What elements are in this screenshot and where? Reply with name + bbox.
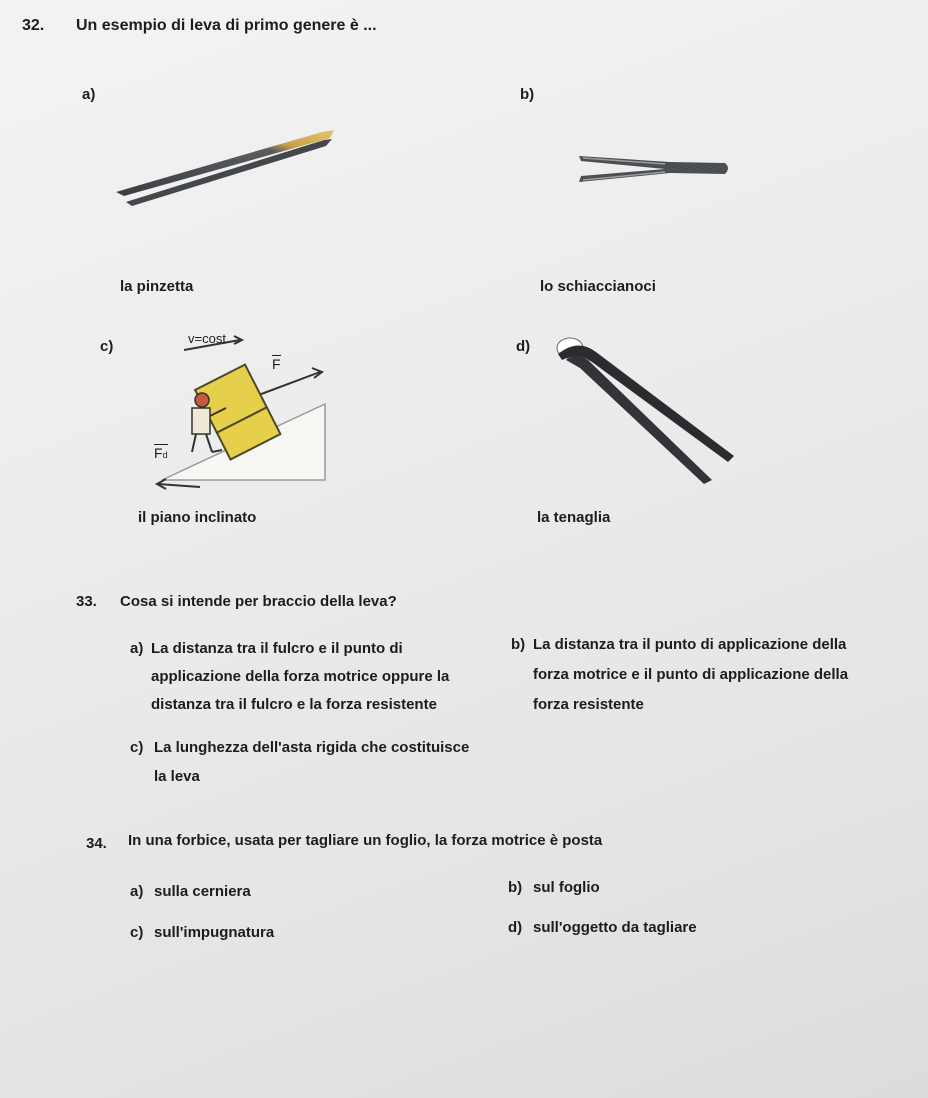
q32-option-b-letter: b)	[520, 86, 535, 103]
q32-number: 32.	[22, 17, 45, 34]
q33-option-c-letter: c)	[130, 739, 144, 756]
q33-number: 33.	[76, 593, 97, 610]
tweezers-icon	[112, 122, 342, 212]
resistance-label-letter: F	[154, 445, 163, 461]
q32-text: Un esempio di leva di primo genere è ...	[76, 17, 377, 34]
q34-option-b-letter: b)	[508, 879, 523, 896]
q33-option-b-line-1: La distanza tra il punto di applicazione della	[533, 636, 847, 653]
q34-option-d-text: sull'oggetto da tagliare	[533, 919, 697, 936]
q33-option-b-letter: b)	[511, 636, 526, 653]
q32-option-a-caption: la pinzetta	[120, 278, 194, 295]
q32-option-c-caption: il piano inclinato	[138, 509, 257, 526]
force-label: F	[272, 356, 281, 372]
q32-option-c-letter: c)	[100, 338, 114, 355]
pincers-icon	[548, 330, 743, 485]
q32-option-d-caption: la tenaglia	[537, 509, 611, 526]
q32-option-b-caption: lo schiaccianoci	[540, 278, 656, 295]
q34-option-b-text: sul foglio	[533, 879, 600, 896]
inclined-plane-icon	[140, 322, 340, 492]
q33-option-b-line-3: forza resistente	[533, 696, 644, 713]
q33-option-a-line-1: La distanza tra il fulcro e il punto di	[151, 640, 403, 657]
q32-option-d-letter: d)	[516, 338, 531, 355]
q34-option-c-letter: c)	[130, 924, 144, 941]
q33-option-a-line-3: distanza tra il fulcro e la forza resistente	[151, 696, 437, 713]
q33-option-a-letter: a)	[130, 640, 144, 657]
q34-option-c-text: sull'impugnatura	[154, 924, 275, 941]
q34-option-a-letter: a)	[130, 883, 144, 900]
q34-number: 34.	[86, 835, 107, 852]
velocity-label: v=cost	[188, 331, 226, 346]
q34-option-d-letter: d)	[508, 919, 523, 936]
resistance-label-sub: d	[162, 450, 168, 460]
nutcracker-icon	[575, 150, 735, 190]
q33-option-c-line-2: la leva	[154, 768, 200, 785]
q34-option-a-text: sulla cerniera	[154, 883, 251, 900]
q33-text: Cosa si intende per braccio della leva?	[120, 593, 397, 610]
q33-option-a-line-2: applicazione della forza motrice oppure la	[151, 668, 450, 685]
q32-option-a-letter: a)	[82, 86, 96, 103]
q34-text: In una forbice, usata per tagliare un foglio, la forza motrice è posta	[128, 832, 603, 849]
q33-option-c-line-1: La lunghezza dell'asta rigida che costituisce	[154, 739, 470, 756]
q33-option-b-line-2: forza motrice e il punto di applicazione della	[533, 666, 849, 683]
resistance-label	[154, 444, 168, 460]
